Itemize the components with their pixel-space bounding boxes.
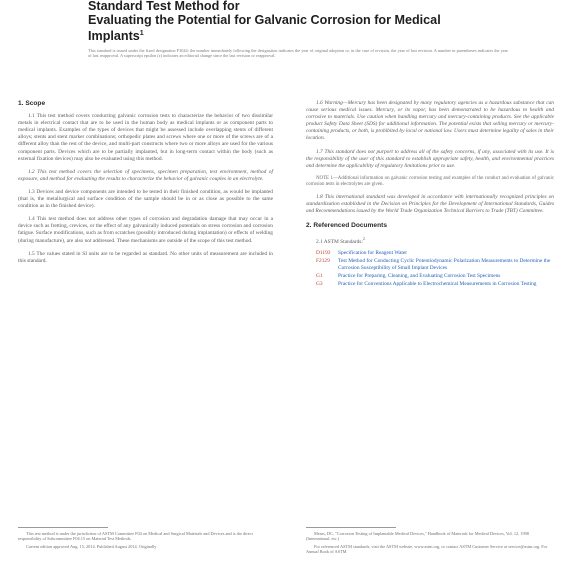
reference-item[interactable]	[316, 273, 554, 280]
reference-link[interactable]: Specification for Reagent Water	[338, 249, 408, 256]
footnote-astm-website: For referenced ASTM standards, visit the ASTM website, www.astm.org, or contact ASTM Customer Service at service@astm.org. For Annual Book of ASTM	[306, 543, 548, 554]
title-footnote-mark: 1	[139, 30, 144, 37]
footnote-jurisdiction: This test method is under the jurisdiction of ASTM Committee F04 on Medical and Surgical Materials and Devices and is the direct responsibility of Subcommittee F04.15 on Material Test Methods.	[18, 531, 253, 542]
scope-heading: 1. Scope	[18, 100, 46, 107]
reference-code[interactable]: D1193	[316, 249, 331, 256]
note-1: NOTE 1—Additional information on galvanic corrosion testing and examples of the conduct and evaluation of galvanic corrosion tests in electrolytes are given.	[306, 175, 554, 188]
reference-item[interactable]	[316, 258, 554, 272]
paragraph-1-8-international: 1.8 This international standard was developed in accordance with internationally recognized principles on standardization established in the Decision on Principles for the Development of International Standards, Guides and Recommendations issued by the World Trade Organization Technical Barriers to Trade (TBT) Committee.	[306, 194, 554, 215]
issuance-notice: This standard is issued under the fixed designation F3044; the number immediately following the designation indicates the year of original adoption or, in the case of revision, the year of last revision. A number in parentheses indicates the year of last reapproval. A superscript epsilon (ε) indicates an editorial change since the last revision or reapproval.	[88, 48, 508, 59]
footnote-edition: Current edition approved Aug. 15, 2014. Published August 2014. Originally	[26, 543, 157, 549]
document-title	[88, 0, 528, 44]
paragraph-1-4: 1.4 This test method does not address other types of corrosion and degradation damage that may occur in a device such as fretting, crevices, or the effect of any galvanically induced potentials on stress corrosion and corrosion fatigue. Surface modifications, such as from scratches (possibly introduced during implantation) or effects of welding (during manufacture), are also not addressed. These mechanisms are outside of the scope of this test method.	[18, 216, 273, 244]
astm-standards-text: 2.1 ASTM Standards:	[316, 238, 363, 245]
right-column	[306, 100, 554, 289]
reference-link[interactable]: Test Method for Conducting Cyclic Potentiodynamic Polarization Measurements to Determine the Corrosion Susceptibility of Small Implant Devices	[338, 257, 551, 271]
paragraph-1-1: 1.1 This test method covers conducting galvanic corrosion tests to characterize the behavior of two dissimilar metals in electrical contact that are to be used in the human body as medical implants or as component parts to medical implants. Examples of the types of devices that might be assessed include overlapping stents of different alloys; stents and stent marker combinations; orthopedic plates and screws where one or more of the screws are of a different alloy than the rest of the device, and multi-part constructs where two or more alloys are used for the various component parts. Devices which are to be partially implanted, but in long-term contact within the body (such as external fixation devices) may also be evaluated using this method.	[18, 113, 273, 162]
astm-standards-mark: 2	[362, 235, 365, 241]
reference-link[interactable]: Practice for Conventions Applicable to Electrochemical Measurements in Corrosion Testing	[338, 280, 537, 287]
paragraph-1-7-safety: 1.7 This standard does not purport to address all of the safety concerns, if any, associated with its use. It is the responsibility of the user of this standard to establish appropriate safety, health, and environmental practices and determine the applicability of regulatory limitations prior to use.	[306, 148, 554, 169]
referenced-documents-heading: 2. Referenced Documents	[306, 221, 387, 229]
reference-code[interactable]: G1	[316, 272, 323, 279]
footnote-divider-right	[306, 527, 396, 528]
title-line-3	[88, 27, 528, 44]
paragraph-1-3: 1.3 Devices and device components are intended to be tested in their finished condition, as would be implanted (that is, the metallurgical and surface condition of the sample should be in or as close as possible to the same condition as in the finished device).	[18, 188, 273, 210]
reference-link[interactable]: Practice for Preparing, Cleaning, and Evaluating Corrosion Test Specimens	[338, 272, 501, 279]
footnote-divider-left	[18, 527, 108, 528]
title-line-2: Evaluating the Potential for Galvanic Corrosion for Medical	[88, 12, 441, 27]
footnotes-right	[306, 531, 554, 556]
footnotes-left	[18, 531, 273, 551]
paragraph-1-2: 1.2 This test method covers the selection of specimens, specimen preparation, test environment, method of exposure, and method for evaluating the results to characterize the behavior of galvanic couples in an electrolyte.	[18, 168, 273, 182]
title-line-1: Standard Test Method for	[88, 0, 240, 13]
reference-code[interactable]: G3	[316, 280, 323, 287]
reference-code[interactable]: F2129	[316, 257, 330, 264]
reference-list	[306, 250, 554, 288]
left-column	[18, 100, 273, 271]
astm-standards-label	[316, 235, 554, 246]
reference-item[interactable]	[316, 281, 554, 288]
paragraph-1-6-warning: 1.6 Warning—Mercury has been designated by many regulatory agencies as a hazardous substance that can cause serious medical issues. Mercury, or its vapor, has been demonstrated to be hazardous to health and corrosive to materials. Use caution when handling mercury and mercury-containing products. See the applicable product Safety Data Sheet (SDS) for additional information. The potential exists that selling mercury or mercury-containing products, or both, is prohibited by local or national law. Users must determine legality of sales in their location.	[306, 100, 554, 142]
reference-item[interactable]	[316, 250, 554, 257]
footnote-citation: Mears, DC, "Corrosion Testing of Implantable Medical Devices," Handbook of Materials for Medical Devices, Vol. 12, 1998 (International, etc.)	[306, 531, 529, 542]
title-line-3-text: Implants	[88, 29, 140, 44]
paragraph-1-5: 1.5 The values stated in SI units are to be regarded as standard. No other units of measurement are included in this standard.	[18, 250, 273, 264]
